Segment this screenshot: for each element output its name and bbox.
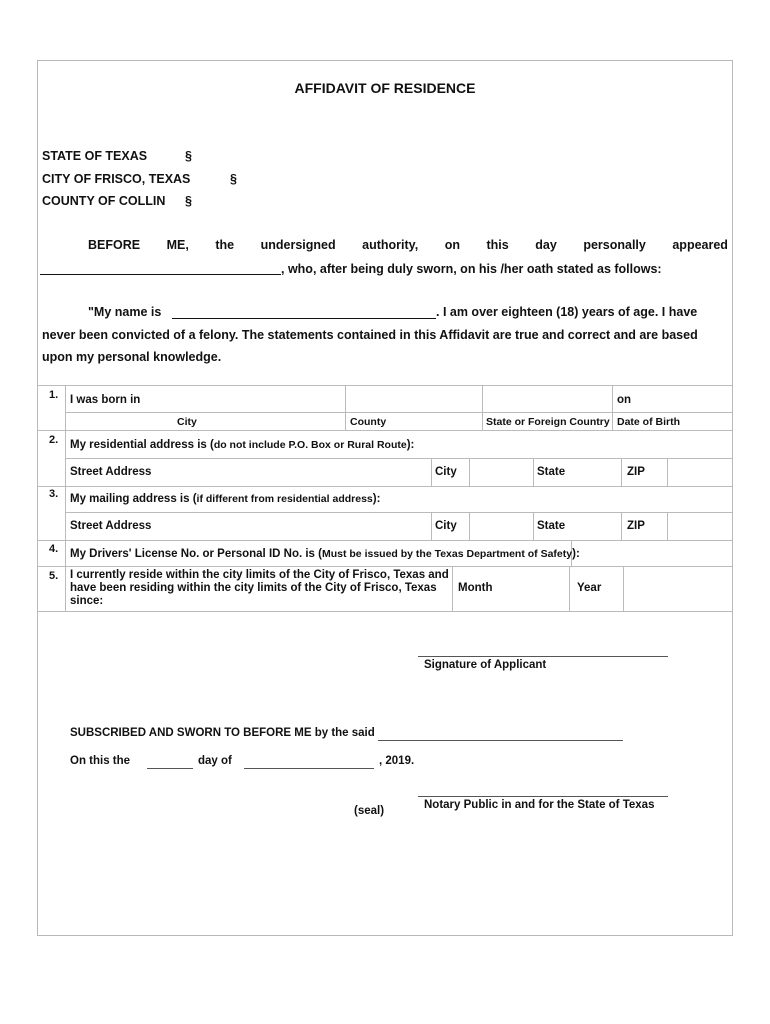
- intro-word: appeared: [672, 238, 728, 252]
- state-country-caption: State or Foreign Country: [486, 416, 610, 428]
- intro-word: this: [486, 238, 509, 252]
- affidavit-table: [37, 385, 733, 612]
- on-label: on: [617, 394, 632, 406]
- col-divider: [569, 566, 570, 611]
- day-of-label: day of: [198, 755, 232, 767]
- intro-word: the: [215, 238, 235, 252]
- intro-line: [88, 238, 728, 252]
- venue-county: COUNTY OF COLLIN: [42, 194, 166, 208]
- intro-word: personally: [583, 238, 646, 252]
- col-divider: [345, 386, 346, 430]
- col-divider: [667, 512, 668, 540]
- zip-label: ZIP: [627, 466, 645, 478]
- row-divider: [37, 566, 733, 567]
- venue-city: CITY OF FRISCO, TEXAS: [42, 172, 191, 186]
- statement-line-3: upon my personal knowledge.: [42, 350, 222, 364]
- section-symbol-1: §: [185, 149, 192, 163]
- license-label: My Drivers' License No. or Personal ID No. is (Must be issued by the Texas Department of Safety):: [70, 548, 580, 560]
- row-divider: [37, 430, 733, 431]
- intro-line-2: , who, after being duly sworn, on his /her oath stated as follows:: [281, 262, 662, 276]
- statement-prefix: "My name is: [88, 305, 162, 319]
- row-number: 5.: [49, 570, 59, 582]
- row-divider: [37, 486, 733, 487]
- city-label: City: [435, 520, 457, 532]
- row-divider: [65, 458, 733, 459]
- month-label: Month: [458, 582, 493, 594]
- row-number: 3.: [49, 488, 59, 500]
- year-label: Year: [577, 582, 602, 594]
- reside-line-3: since:: [70, 595, 104, 607]
- reside-line-2: have been residing within the city limits of the City of Frisco, Texas: [70, 582, 437, 594]
- col-divider: [533, 458, 534, 486]
- col-divider: [612, 386, 613, 430]
- col-divider: [65, 386, 66, 611]
- venue-state: STATE OF TEXAS: [42, 149, 148, 163]
- intro-word: ME,: [166, 238, 189, 252]
- intro-word: BEFORE: [88, 238, 141, 252]
- seal-label: (seal): [354, 805, 385, 817]
- signature-line[interactable]: [418, 656, 668, 657]
- statement-line-2: never been convicted of a felony. The statements contained in this Affidavit are true and correct and are based: [42, 328, 698, 342]
- county-caption: County: [350, 416, 387, 428]
- section-symbol-3: §: [185, 194, 192, 208]
- notary-signature-line[interactable]: [418, 796, 668, 797]
- my-name-field[interactable]: [172, 318, 436, 319]
- month-line[interactable]: [244, 768, 374, 769]
- intro-word: on: [444, 238, 460, 252]
- reside-line-1: I currently reside within the city limits of the City of Frisco, Texas and: [70, 569, 449, 581]
- col-divider: [667, 458, 668, 486]
- row-number: 2.: [49, 434, 59, 446]
- on-this-the-label: On this the: [70, 755, 131, 767]
- sworn-name-line[interactable]: [378, 740, 623, 741]
- col-divider: [452, 566, 453, 611]
- section-symbol-2: §: [230, 172, 237, 186]
- row-divider: [65, 412, 733, 413]
- city-caption: City: [177, 416, 197, 428]
- intro-word: undersigned: [260, 238, 336, 252]
- city-label: City: [435, 466, 457, 478]
- row-number: 4.: [49, 543, 59, 555]
- day-line[interactable]: [147, 768, 193, 769]
- row-divider: [65, 512, 733, 513]
- year-text: , 2019.: [379, 755, 415, 767]
- col-divider: [621, 458, 622, 486]
- residential-address-label: My residential address is (do not include P.O. Box or Rural Route):: [70, 439, 415, 451]
- intro-word: authority,: [362, 238, 419, 252]
- zip-label: ZIP: [627, 520, 645, 532]
- dob-caption: Date of Birth: [617, 416, 680, 428]
- statement-suffix: . I am over eighteen (18) years of age. I have: [436, 305, 698, 319]
- street-address-label: Street Address: [70, 466, 152, 478]
- born-in-label: I was born in: [70, 394, 141, 406]
- mailing-address-label: My mailing address is (if different from residential address):: [70, 493, 381, 505]
- document-title: AFFIDAVIT OF RESIDENCE: [294, 80, 476, 96]
- col-divider: [431, 512, 432, 540]
- col-divider: [469, 458, 470, 486]
- row-number: 1.: [49, 389, 59, 401]
- col-divider: [431, 458, 432, 486]
- sworn-text: SUBSCRIBED AND SWORN TO BEFORE ME by the said: [70, 727, 375, 739]
- col-divider: [621, 512, 622, 540]
- notary-label: Notary Public in and for the State of Texas: [424, 799, 655, 811]
- street-address-label: Street Address: [70, 520, 152, 532]
- col-divider: [469, 512, 470, 540]
- col-divider: [482, 386, 483, 430]
- appeared-name-field[interactable]: [40, 274, 281, 275]
- row-divider: [37, 540, 733, 541]
- state-label: State: [537, 466, 566, 478]
- state-label: State: [537, 520, 566, 532]
- signature-label: Signature of Applicant: [424, 659, 547, 671]
- col-divider: [533, 512, 534, 540]
- col-divider: [623, 566, 624, 611]
- intro-word: day: [535, 238, 557, 252]
